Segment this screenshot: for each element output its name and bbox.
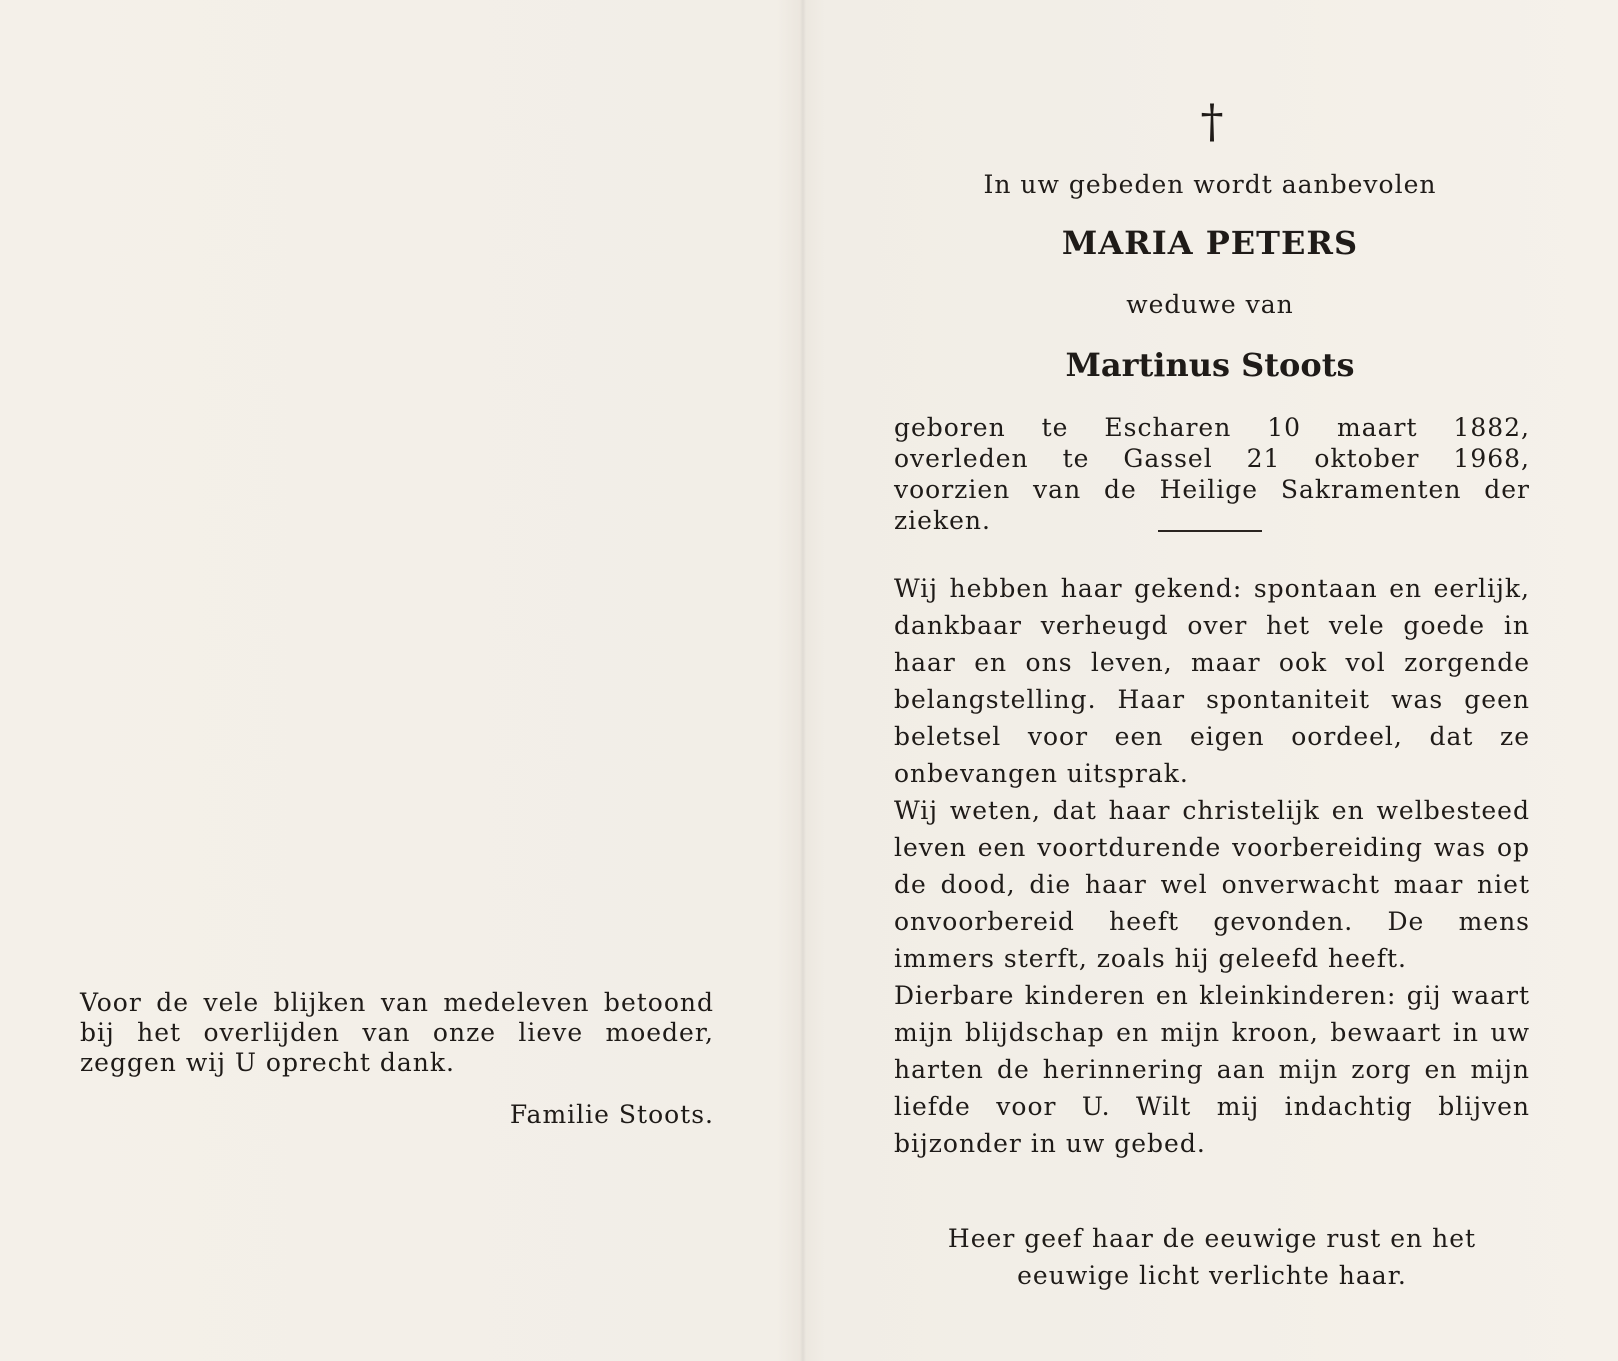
cross-icon: † — [1200, 94, 1224, 148]
widow-of-line: weduwe van — [1126, 290, 1294, 319]
husband-name: Martinus Stoots — [1065, 346, 1355, 384]
paragraph-1: Wij hebben haar gekend: spontaan en eerlijk, dankbaar verheugd over het vele goede in haar en ons leven, maar ook vol zorgende belangstelling. Haar spontaniteit was geen beletsel voor een eigen oordeel, dat ze onbevangen uitsprak. — [894, 574, 1530, 788]
thanks-text: Voor de vele blijken van medeleven betoond bij het overlijden van onze lieve moeder, zeggen wij U oprecht dank. — [80, 988, 714, 1077]
divider-rule — [1158, 530, 1262, 532]
closing-prayer: Heer geef haar de eeuwige rust en het eeuwige licht verlichte haar. — [947, 1224, 1477, 1290]
paragraph-2: Wij weten, dat haar christelijk en welbesteed leven een voortdurende voorbereiding was op de dood, die haar wel onverwacht maar niet onvoorbereid heeft gevonden. De mens immers sterft, zoals hij geleefd heeft. — [894, 796, 1530, 973]
thanks-text-block — [80, 988, 714, 1078]
intro-line: In uw gebeden wordt aanbevolen — [983, 170, 1437, 199]
right-panel — [806, 0, 1618, 1361]
paragraph-3: Dierbare kinderen en kleinkinderen: gij waart mijn blijdschap en mijn kroon, bewaart in uw harten de herinnering aan mijn zorg en mijn liefde voor U. Wilt mij indachtig blijven bijzonder in uw gebed. — [894, 981, 1530, 1158]
deceased-name: MARIA PETERS — [1061, 224, 1359, 262]
birth-death-text: geboren te Escharen 10 maart 1882, overleden te Gassel 21 oktober 1968, voorzien van de Heilige Sakramenten der zieken. — [894, 413, 1530, 535]
memorial-text — [894, 570, 1530, 1162]
family-signature: Familie Stoots. — [509, 1100, 714, 1129]
left-panel — [0, 0, 800, 1361]
